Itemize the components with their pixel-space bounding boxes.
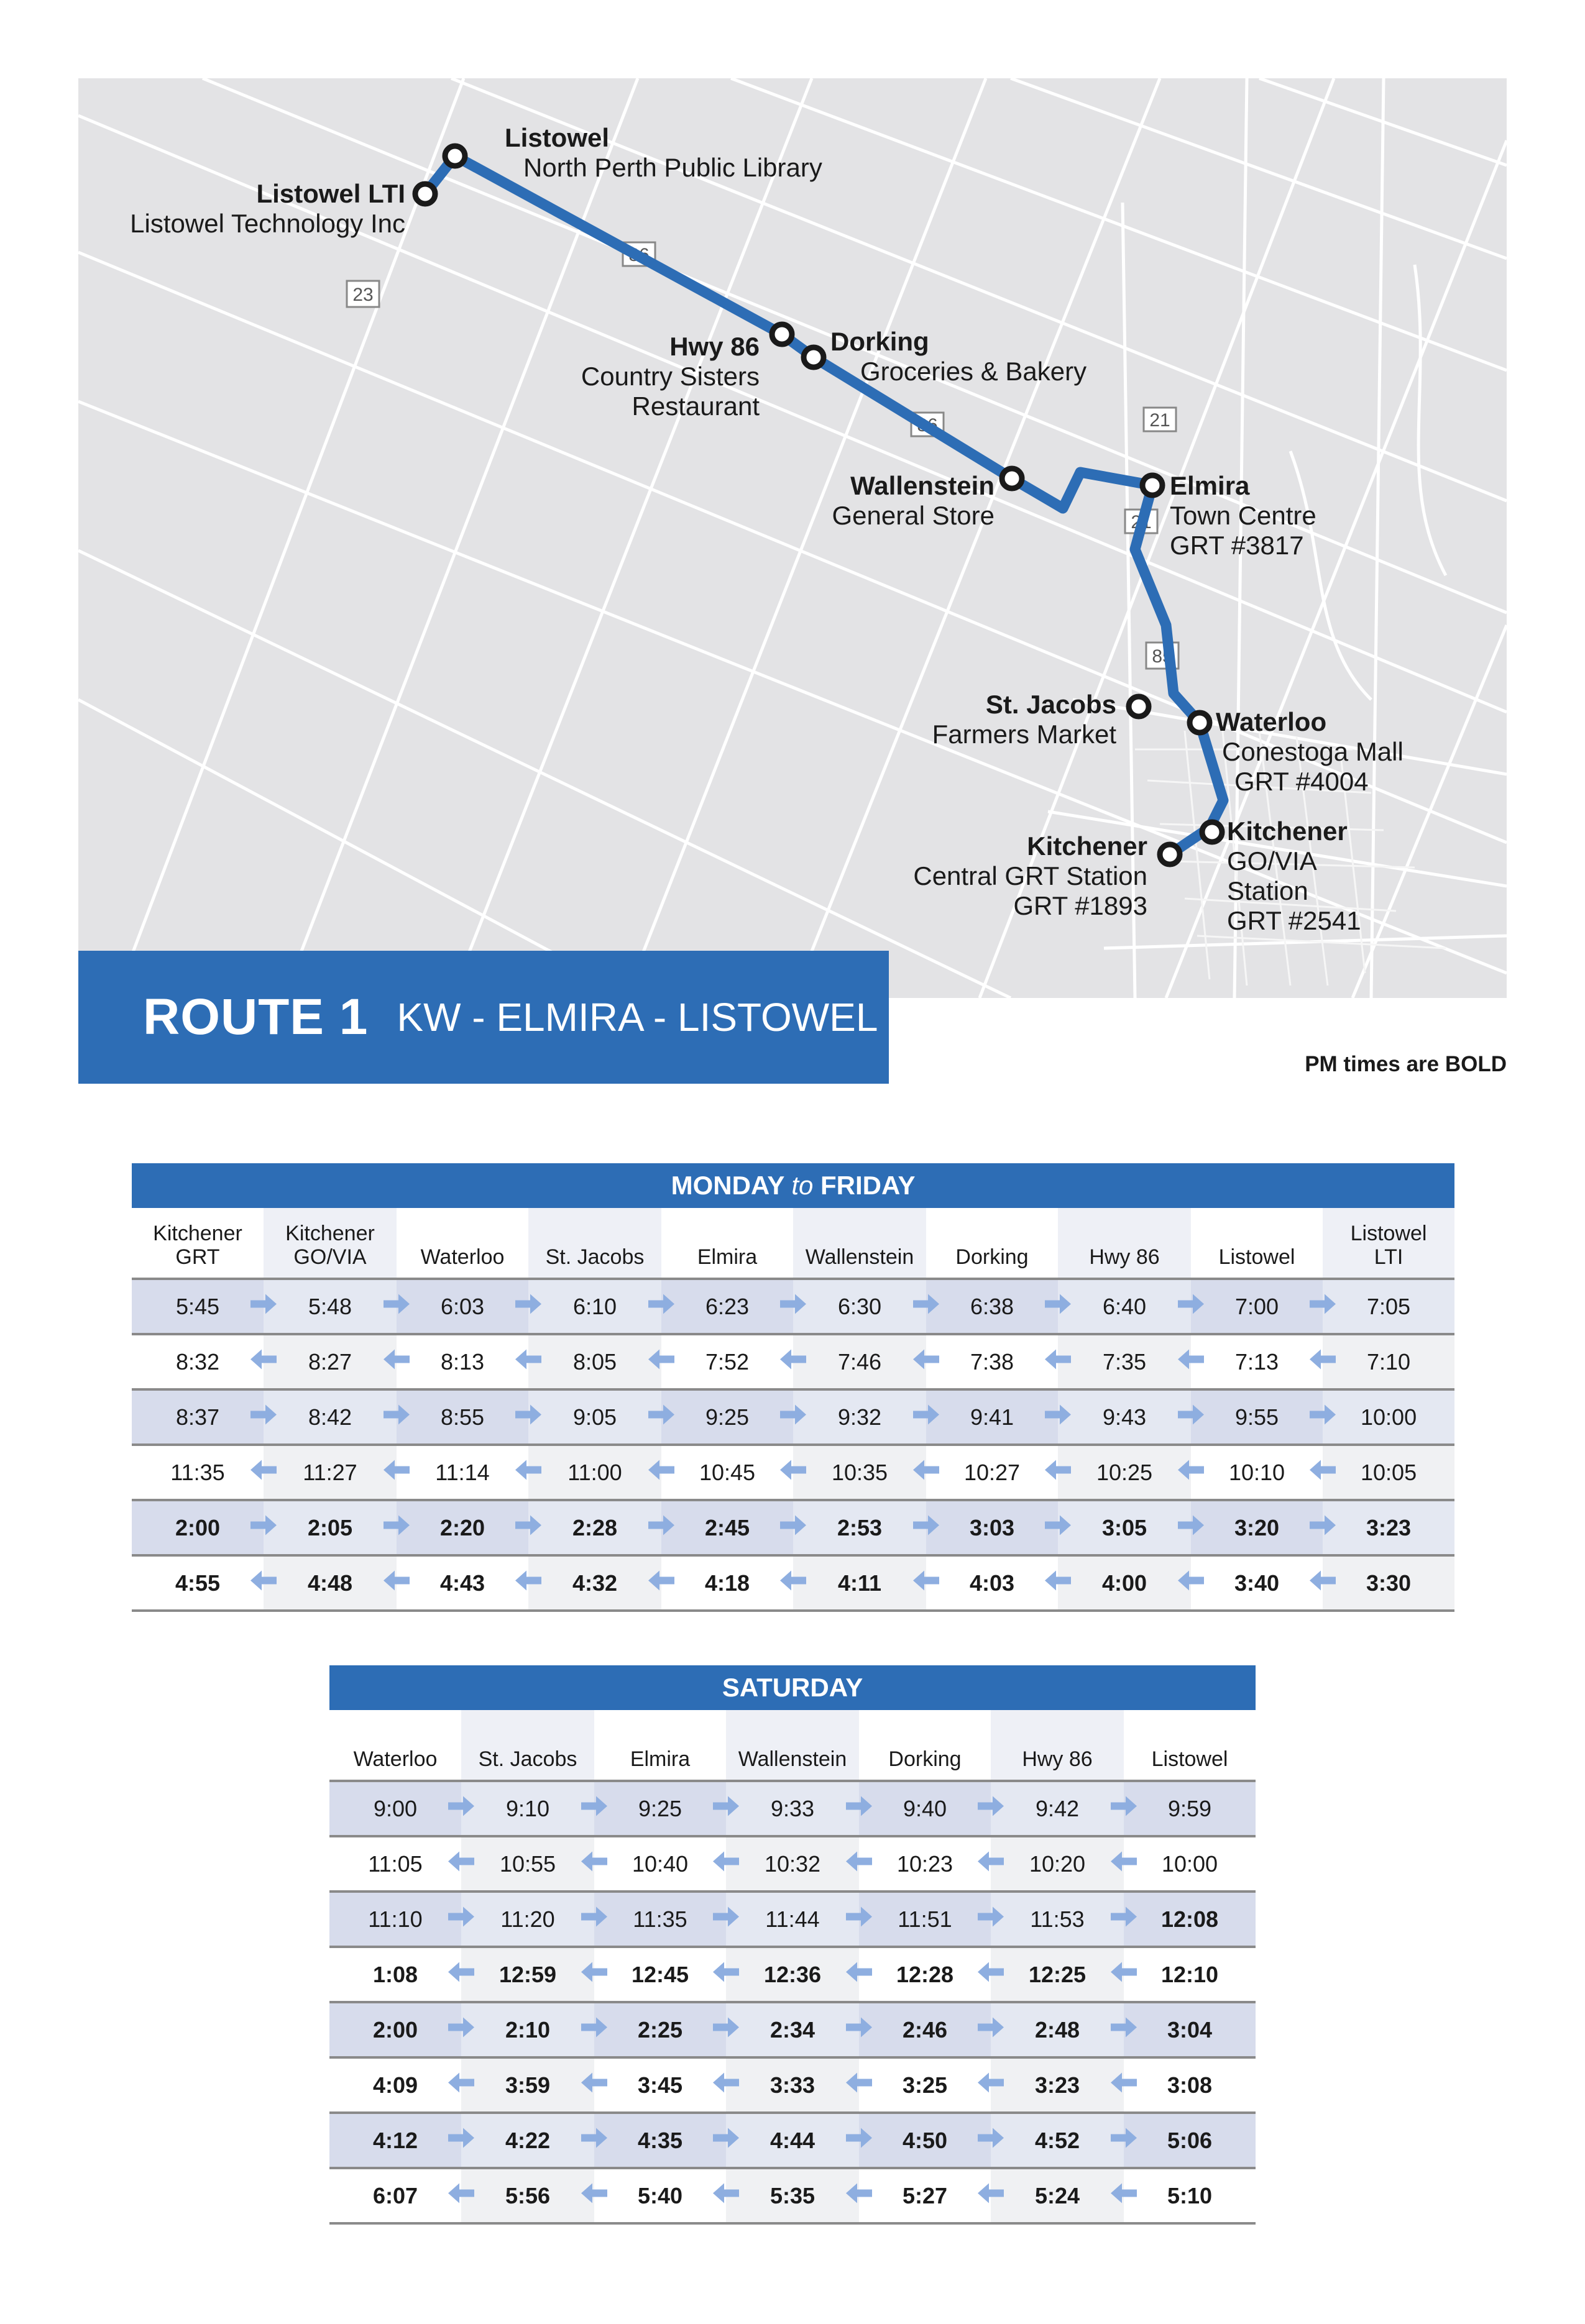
column-header: Listowel	[1191, 1208, 1323, 1279]
time-cell: 10:23	[859, 1836, 991, 1892]
arrow-left-icon	[1110, 2072, 1138, 2098]
table-row	[329, 1892, 1256, 1947]
hwy-shield-label: 85	[1152, 646, 1173, 667]
arrow-right-icon	[647, 1404, 676, 1430]
arrow-right-icon	[1110, 2127, 1138, 2154]
column-header: Elmira	[661, 1208, 793, 1279]
arrow-left-icon	[514, 1459, 543, 1486]
arrow-right-icon	[382, 1404, 411, 1430]
arrow-left-icon	[1110, 1961, 1138, 1988]
arrow-left-icon	[845, 2072, 873, 2098]
hwy-shield-label: 23	[352, 285, 374, 305]
time-cell: 7:35	[1058, 1334, 1191, 1389]
time-cell: 2:00	[132, 1500, 264, 1555]
time-cell: 5:56	[461, 2168, 594, 2223]
hwy-shield-label: 86	[917, 415, 938, 436]
arrow-left-icon	[580, 1961, 609, 1988]
time-cell: 7:05	[1323, 1279, 1454, 1334]
table-row	[329, 2168, 1256, 2223]
time-cell: 4:09	[329, 2057, 461, 2113]
arrow-right-icon	[912, 1514, 940, 1541]
column-header: Hwy 86	[991, 1710, 1124, 1781]
time-cell: 2:00	[329, 2002, 461, 2057]
column-header: Wallenstein	[726, 1710, 859, 1781]
arrow-right-icon	[647, 1293, 676, 1320]
table-row	[132, 1555, 1454, 1611]
time-cell: 5:48	[264, 1279, 397, 1334]
arrow-left-icon	[447, 1961, 476, 1988]
time-cell: 2:05	[264, 1500, 397, 1555]
table-row	[132, 1389, 1454, 1445]
stop-desc: GRT #3817	[1170, 531, 1304, 560]
arrow-right-icon	[845, 1906, 873, 1933]
stop-desc: GRT #4004	[1234, 767, 1369, 796]
time-cell: 9:40	[859, 1781, 991, 1836]
stop-name: Wallenstein	[850, 471, 995, 500]
time-cell: 6:23	[661, 1279, 793, 1334]
arrow-right-icon	[1308, 1404, 1337, 1430]
stop-desc: GRT #2541	[1227, 906, 1361, 935]
hwy-shield-label: 21	[1149, 410, 1170, 431]
arrow-right-icon	[249, 1514, 278, 1541]
arrow-left-icon	[712, 2072, 740, 2098]
arrow-right-icon	[976, 2016, 1005, 2043]
time-cell: 10:20	[991, 1836, 1124, 1892]
arrow-left-icon	[912, 1459, 940, 1486]
time-cell: 2:10	[461, 2002, 594, 2057]
arrow-left-icon	[976, 1851, 1005, 1877]
time-cell: 11:44	[726, 1892, 859, 1947]
time-cell: 6:10	[528, 1279, 661, 1334]
time-cell: 9:05	[528, 1389, 661, 1445]
time-cell: 3:33	[726, 2057, 859, 2113]
arrow-right-icon	[779, 1404, 807, 1430]
table-row	[329, 2057, 1256, 2113]
arrow-right-icon	[912, 1293, 940, 1320]
arrow-right-icon	[447, 1795, 476, 1822]
arrow-right-icon	[712, 1795, 740, 1822]
stop-name: Elmira	[1170, 471, 1250, 500]
time-cell: 5:10	[1124, 2168, 1256, 2223]
time-cell: 12:08	[1124, 1892, 1256, 1947]
time-cell: 9:25	[594, 1781, 726, 1836]
stop-name: St. Jacobs	[985, 690, 1116, 719]
table-row	[132, 1334, 1454, 1389]
stop-desc: Groceries & Bakery	[860, 357, 1087, 386]
time-cell: 5:06	[1124, 2113, 1256, 2168]
time-cell: 10:32	[726, 1836, 859, 1892]
time-cell: 6:30	[793, 1279, 926, 1334]
arrow-left-icon	[1044, 1570, 1072, 1596]
arrow-left-icon	[912, 1570, 940, 1596]
time-cell: 2:20	[397, 1500, 528, 1555]
time-cell: 7:00	[1191, 1279, 1323, 1334]
arrow-left-icon	[514, 1570, 543, 1596]
arrow-right-icon	[845, 1795, 873, 1822]
stop-name: Kitchener	[1227, 817, 1348, 846]
weekday-table-title: MONDAY to FRIDAY	[132, 1163, 1454, 1208]
arrow-left-icon	[845, 1961, 873, 1988]
time-cell: 12:10	[1124, 1947, 1256, 2002]
time-cell: 12:28	[859, 1947, 991, 2002]
time-cell: 11:35	[594, 1892, 726, 1947]
arrow-left-icon	[912, 1348, 940, 1375]
arrow-right-icon	[912, 1404, 940, 1430]
arrow-left-icon	[249, 1459, 278, 1486]
table-row	[132, 1445, 1454, 1500]
arrow-right-icon	[976, 1906, 1005, 1933]
column-header: Elmira	[594, 1710, 726, 1781]
arrow-left-icon	[1110, 2182, 1138, 2209]
time-cell: 2:28	[528, 1500, 661, 1555]
time-cell: 8:37	[132, 1389, 264, 1445]
arrow-left-icon	[1177, 1459, 1205, 1486]
time-cell: 9:32	[793, 1389, 926, 1445]
stop-desc: Listowel Technology Inc	[130, 209, 405, 238]
time-cell: 8:05	[528, 1334, 661, 1389]
time-cell: 2:53	[793, 1500, 926, 1555]
arrow-right-icon	[1177, 1404, 1205, 1430]
time-cell: 5:40	[594, 2168, 726, 2223]
arrow-left-icon	[845, 1851, 873, 1877]
arrow-right-icon	[1110, 1795, 1138, 1822]
time-cell: 3:45	[594, 2057, 726, 2113]
stop-name: Kitchener	[1027, 831, 1147, 861]
arrow-left-icon	[1110, 1851, 1138, 1877]
time-cell: 3:23	[1323, 1500, 1454, 1555]
hwy-shield-label: 86	[628, 245, 650, 265]
arrow-left-icon	[514, 1348, 543, 1375]
stop-desc: North Perth Public Library	[523, 153, 822, 182]
time-cell: 4:11	[793, 1555, 926, 1611]
time-cell: 10:35	[793, 1445, 926, 1500]
time-cell: 9:42	[991, 1781, 1124, 1836]
arrow-left-icon	[447, 2072, 476, 2098]
time-cell: 3:30	[1323, 1555, 1454, 1611]
time-cell: 3:05	[1058, 1500, 1191, 1555]
time-cell: 9:41	[926, 1389, 1058, 1445]
time-cell: 4:50	[859, 2113, 991, 2168]
time-cell: 4:32	[528, 1555, 661, 1611]
arrow-left-icon	[249, 1348, 278, 1375]
time-cell: 3:25	[859, 2057, 991, 2113]
time-cell: 4:12	[329, 2113, 461, 2168]
stop-name: Listowel	[505, 123, 610, 152]
table-row	[329, 2002, 1256, 2057]
time-cell: 3:08	[1124, 2057, 1256, 2113]
time-cell: 2:46	[859, 2002, 991, 2057]
time-cell: 10:25	[1058, 1445, 1191, 1500]
arrow-right-icon	[779, 1293, 807, 1320]
time-cell: 11:27	[264, 1445, 397, 1500]
arrow-left-icon	[1177, 1348, 1205, 1375]
time-cell: 11:53	[991, 1892, 1124, 1947]
stop-desc: Restaurant	[632, 391, 760, 421]
column-header: St. Jacobs	[461, 1710, 594, 1781]
arrow-right-icon	[447, 2127, 476, 2154]
route-banner	[78, 951, 889, 1084]
pm-times-note: PM times are BOLD	[1305, 1052, 1507, 1076]
time-cell: 1:08	[329, 1947, 461, 2002]
column-header: Wallenstein	[793, 1208, 926, 1279]
column-header: Kitchener GRT	[132, 1208, 264, 1279]
arrow-right-icon	[1110, 1906, 1138, 1933]
arrow-left-icon	[976, 2182, 1005, 2209]
arrow-right-icon	[779, 1514, 807, 1541]
time-cell: 5:35	[726, 2168, 859, 2223]
time-cell: 9:00	[329, 1781, 461, 1836]
column-header: Hwy 86	[1058, 1208, 1191, 1279]
time-cell: 3:04	[1124, 2002, 1256, 2057]
arrow-right-icon	[580, 2127, 609, 2154]
time-cell: 6:03	[397, 1279, 528, 1334]
time-cell: 11:20	[461, 1892, 594, 1947]
time-cell: 7:38	[926, 1334, 1058, 1389]
arrow-left-icon	[647, 1570, 676, 1596]
time-cell: 7:10	[1323, 1334, 1454, 1389]
column-header: St. Jacobs	[528, 1208, 661, 1279]
time-cell: 9:59	[1124, 1781, 1256, 1836]
arrow-left-icon	[647, 1459, 676, 1486]
time-cell: 3:23	[991, 2057, 1124, 2113]
arrow-right-icon	[1308, 1514, 1337, 1541]
stop-name: Waterloo	[1216, 707, 1327, 736]
route-map	[78, 78, 1507, 998]
arrow-right-icon	[249, 1404, 278, 1430]
time-cell: 5:24	[991, 2168, 1124, 2223]
column-header: Kitchener GO/VIA	[264, 1208, 397, 1279]
route-number: ROUTE 1	[143, 989, 369, 1045]
time-cell: 2:25	[594, 2002, 726, 2057]
arrow-left-icon	[712, 2182, 740, 2209]
arrow-left-icon	[382, 1459, 411, 1486]
time-cell: 10:55	[461, 1836, 594, 1892]
arrow-right-icon	[447, 2016, 476, 2043]
arrow-right-icon	[580, 1906, 609, 1933]
saturday-schedule-table	[329, 1665, 1256, 2225]
stop-desc: Town Centre	[1170, 501, 1316, 530]
table-row	[132, 1500, 1454, 1555]
time-cell: 11:35	[132, 1445, 264, 1500]
time-cell: 2:45	[661, 1500, 793, 1555]
arrow-right-icon	[1044, 1293, 1072, 1320]
arrow-right-icon	[382, 1293, 411, 1320]
arrow-left-icon	[249, 1570, 278, 1596]
time-cell: 3:20	[1191, 1500, 1323, 1555]
saturday-table-title: SATURDAY	[329, 1665, 1256, 1710]
column-header: Dorking	[859, 1710, 991, 1781]
arrow-left-icon	[1177, 1570, 1205, 1596]
arrow-right-icon	[249, 1293, 278, 1320]
arrow-right-icon	[514, 1404, 543, 1430]
time-cell: 10:27	[926, 1445, 1058, 1500]
time-cell: 9:33	[726, 1781, 859, 1836]
time-cell: 10:05	[1323, 1445, 1454, 1500]
table-row	[329, 1781, 1256, 1836]
stop-desc: Country Sisters	[581, 362, 760, 391]
stop-desc: Conestoga Mall	[1222, 737, 1404, 766]
arrow-right-icon	[976, 2127, 1005, 2154]
table-row	[329, 1836, 1256, 1892]
route-name: KW - ELMIRA - LISTOWEL	[397, 995, 878, 1040]
time-cell: 8:42	[264, 1389, 397, 1445]
arrow-right-icon	[1044, 1404, 1072, 1430]
time-cell: 9:25	[661, 1389, 793, 1445]
arrow-right-icon	[712, 2016, 740, 2043]
arrow-left-icon	[647, 1348, 676, 1375]
time-cell: 12:45	[594, 1947, 726, 2002]
arrow-right-icon	[514, 1293, 543, 1320]
arrow-right-icon	[580, 2016, 609, 2043]
time-cell: 4:43	[397, 1555, 528, 1611]
arrow-left-icon	[447, 2182, 476, 2209]
arrow-left-icon	[976, 1961, 1005, 1988]
time-cell: 4:00	[1058, 1555, 1191, 1611]
arrow-right-icon	[580, 1795, 609, 1822]
time-cell: 4:55	[132, 1555, 264, 1611]
stop-desc: Station	[1227, 876, 1308, 905]
arrow-left-icon	[712, 1961, 740, 1988]
time-cell: 4:35	[594, 2113, 726, 2168]
arrow-right-icon	[1308, 1293, 1337, 1320]
time-cell: 6:07	[329, 2168, 461, 2223]
arrow-left-icon	[1308, 1459, 1337, 1486]
time-cell: 4:52	[991, 2113, 1124, 2168]
arrow-left-icon	[712, 1851, 740, 1877]
time-cell: 11:10	[329, 1892, 461, 1947]
time-cell: 6:40	[1058, 1279, 1191, 1334]
time-cell: 4:18	[661, 1555, 793, 1611]
column-header: Dorking	[926, 1208, 1058, 1279]
arrow-right-icon	[514, 1514, 543, 1541]
stop-name: Dorking	[830, 327, 929, 356]
stop-desc: General Store	[832, 501, 995, 530]
time-cell: 9:43	[1058, 1389, 1191, 1445]
arrow-left-icon	[447, 1851, 476, 1877]
time-cell: 8:13	[397, 1334, 528, 1389]
time-cell: 5:27	[859, 2168, 991, 2223]
time-cell: 4:03	[926, 1555, 1058, 1611]
arrow-left-icon	[382, 1570, 411, 1596]
time-cell: 8:27	[264, 1334, 397, 1389]
time-cell: 8:32	[132, 1334, 264, 1389]
table-row	[132, 1279, 1454, 1334]
weekday-schedule-table	[132, 1163, 1454, 1612]
time-cell: 2:48	[991, 2002, 1124, 2057]
time-cell: 4:44	[726, 2113, 859, 2168]
time-cell: 11:00	[528, 1445, 661, 1500]
arrow-right-icon	[1177, 1514, 1205, 1541]
arrow-right-icon	[647, 1514, 676, 1541]
arrow-right-icon	[382, 1514, 411, 1541]
arrow-right-icon	[845, 2127, 873, 2154]
time-cell: 7:13	[1191, 1334, 1323, 1389]
column-header: Waterloo	[397, 1208, 528, 1279]
time-cell: 9:55	[1191, 1389, 1323, 1445]
arrow-right-icon	[712, 2127, 740, 2154]
arrow-left-icon	[1044, 1348, 1072, 1375]
arrow-left-icon	[1044, 1459, 1072, 1486]
arrow-right-icon	[1110, 2016, 1138, 2043]
stop-name: Listowel LTI	[256, 179, 405, 208]
arrow-left-icon	[580, 1851, 609, 1877]
stop-desc: Central GRT Station	[913, 861, 1147, 890]
time-cell: 3:40	[1191, 1555, 1323, 1611]
time-cell: 11:05	[329, 1836, 461, 1892]
column-header: Listowel	[1124, 1710, 1256, 1781]
arrow-left-icon	[845, 2182, 873, 2209]
time-cell: 4:22	[461, 2113, 594, 2168]
time-cell: 2:34	[726, 2002, 859, 2057]
time-cell: 11:14	[397, 1445, 528, 1500]
table-row	[329, 1947, 1256, 2002]
time-cell: 12:25	[991, 1947, 1124, 2002]
arrow-left-icon	[779, 1459, 807, 1486]
time-cell: 9:10	[461, 1781, 594, 1836]
arrow-right-icon	[976, 1795, 1005, 1822]
arrow-right-icon	[712, 1906, 740, 1933]
time-cell: 10:00	[1323, 1389, 1454, 1445]
arrow-left-icon	[580, 2182, 609, 2209]
arrow-left-icon	[779, 1348, 807, 1375]
arrow-left-icon	[580, 2072, 609, 2098]
stop-desc: Farmers Market	[932, 720, 1116, 749]
time-cell: 10:40	[594, 1836, 726, 1892]
arrow-left-icon	[976, 2072, 1005, 2098]
stop-desc: GO/VIA	[1227, 846, 1317, 876]
time-cell: 5:45	[132, 1279, 264, 1334]
time-cell: 10:45	[661, 1445, 793, 1500]
arrow-left-icon	[382, 1348, 411, 1375]
arrow-left-icon	[779, 1570, 807, 1596]
time-cell: 10:00	[1124, 1836, 1256, 1892]
hwy-shield-label: 21	[1131, 512, 1152, 533]
time-cell: 12:59	[461, 1947, 594, 2002]
arrow-right-icon	[447, 1906, 476, 1933]
time-cell: 7:52	[661, 1334, 793, 1389]
time-cell: 11:51	[859, 1892, 991, 1947]
stop-desc: GRT #1893	[1013, 891, 1147, 920]
column-header: Waterloo	[329, 1710, 461, 1781]
time-cell: 12:36	[726, 1947, 859, 2002]
arrow-left-icon	[1308, 1348, 1337, 1375]
arrow-right-icon	[845, 2016, 873, 2043]
arrow-right-icon	[1177, 1293, 1205, 1320]
stop-name: Hwy 86	[669, 332, 760, 361]
time-cell: 8:55	[397, 1389, 528, 1445]
table-row	[329, 2113, 1256, 2168]
column-header: Listowel LTI	[1323, 1208, 1454, 1279]
time-cell: 7:46	[793, 1334, 926, 1389]
arrow-left-icon	[1308, 1570, 1337, 1596]
time-cell: 3:03	[926, 1500, 1058, 1555]
time-cell: 10:10	[1191, 1445, 1323, 1500]
arrow-right-icon	[1044, 1514, 1072, 1541]
time-cell: 3:59	[461, 2057, 594, 2113]
time-cell: 4:48	[264, 1555, 397, 1611]
time-cell: 6:38	[926, 1279, 1058, 1334]
